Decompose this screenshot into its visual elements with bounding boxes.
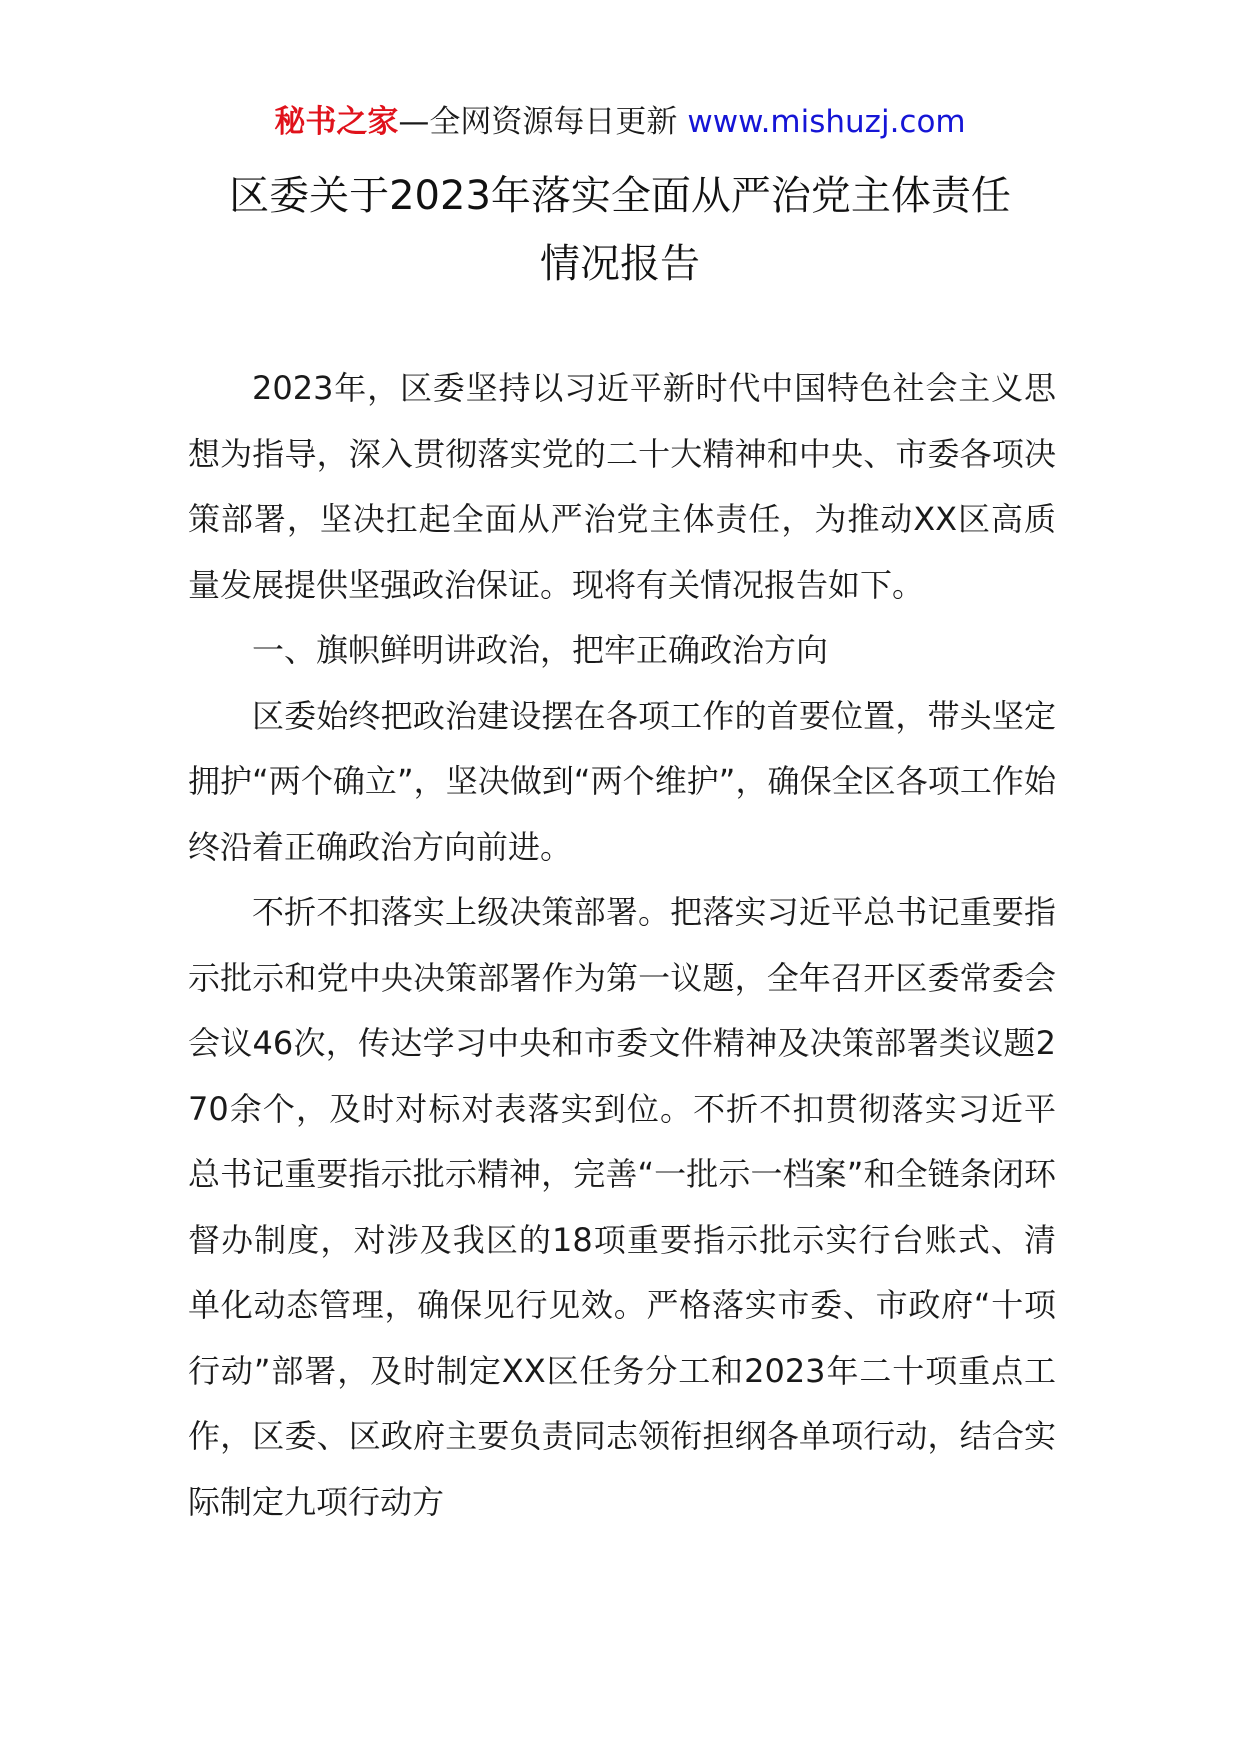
title-line-2: 情况报告 [540,241,700,287]
paragraph-intro: 2023年，区委坚持以习近平新时代中国特色社会主义思想为指导，深入贯彻落实党的二十大精神和中央、市委各项决策部署，坚决扛起全面从严治党主体责任，为推动XX区高质量发展提供坚强政治保证。现将有关情况报告如下。 [188,369,1056,604]
section-heading-1: 一、旗帜鲜明讲政治，把牢正确政治方向 [252,631,829,669]
document-body [188,356,1056,1535]
title-line-1: 区委关于2023年落实全面从严治党主体责任 [229,173,1011,219]
site-header [0,100,1240,144]
header-tagline: —全网资源每日更新 [398,104,678,140]
paragraph-section-1-detail: 不折不扣落实上级决策部署。把落实习近平总书记重要指示批示和党中央决策部署作为第一议题，全年召开区委常委会会议46次，传达学习中央和市委文件精神及决策部署类议题270余个，及时对标对表落实到位。不折不扣贯彻落实习近平总书记重要指示批示精神，完善“一批示一档案”和全链条闭环督办制度，对涉及我区的18项重要指示批示实行台账式、清单化动态管理，确保见行见效。严格落实市委、市政府“十项行动”部署，及时制定XX区任务分工和2023年二十项重点工作，区委、区政府主要负责同志领衔担纲各单项行动，结合实际制定九项行动方 [188,893,1056,1521]
paragraph-section-1-intro: 区委始终把政治建设摆在各项工作的首要位置，带头坚定拥护“两个确立”，坚决做到“两个维护”，确保全区各项工作始终沿着正确政治方向前进。 [188,696,1056,866]
document-title [100,162,1140,298]
site-url-link[interactable]: www.mishuzj.com [687,104,966,140]
brand-name: 秘书之家 [274,104,399,140]
